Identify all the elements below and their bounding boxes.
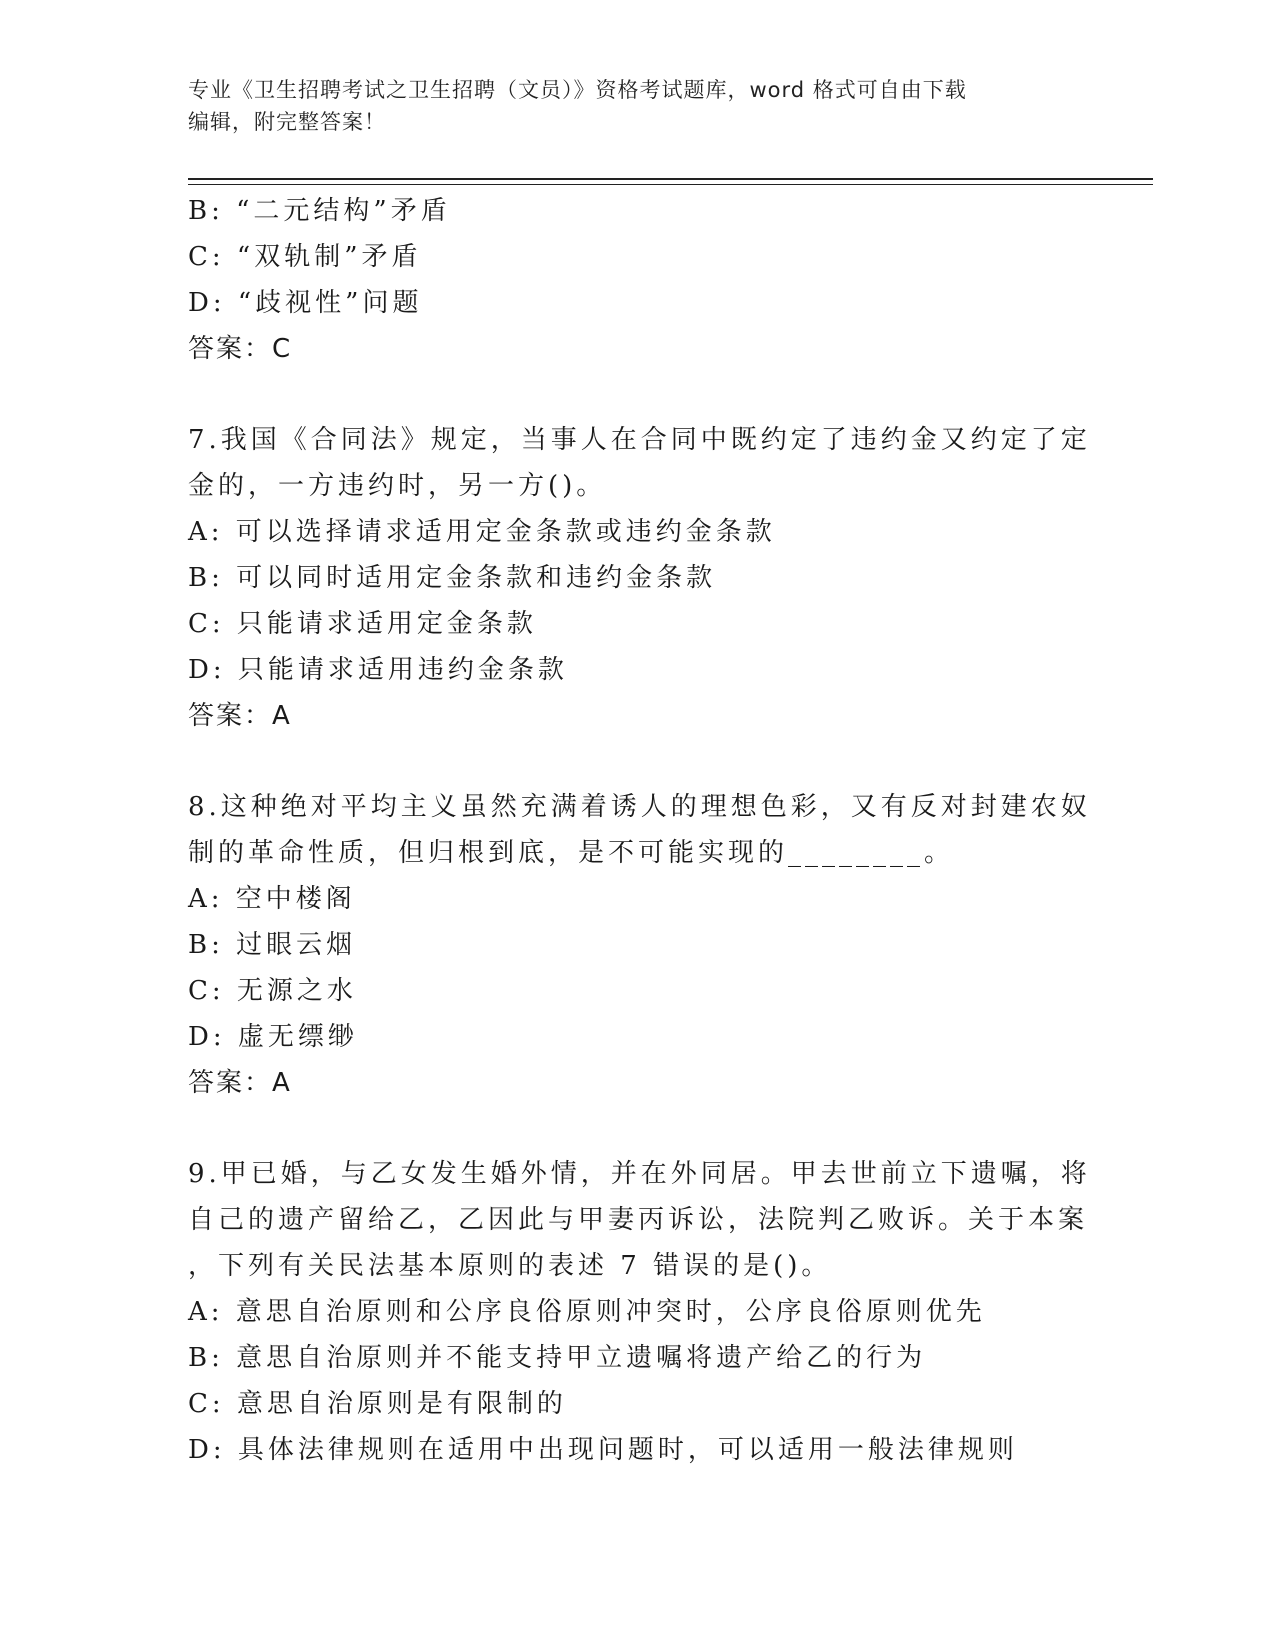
question-8 <box>188 784 1091 1106</box>
q8-option-c: C: 无源之水 <box>188 976 357 1006</box>
q7-option-b: B: 可以同时适用定金条款和违约金条款 <box>188 563 717 593</box>
question-content <box>188 188 1091 1473</box>
q6-option-c: C: “双轨制”矛盾 <box>188 242 422 272</box>
spacer <box>188 739 1088 784</box>
q7-stem-line-1: 7.我国《合同法》规定，当事人在合同中既约定了违约金又约定了定 <box>188 425 1091 455</box>
header-divider-thin <box>188 184 1153 185</box>
q7-stem-line-2: 金的，一方违约时，另一方()。 <box>188 471 607 501</box>
q9-stem-line-1: 9.甲已婚，与乙女发生婚外情，并在外同居。甲去世前立下遗嘱，将 <box>188 1159 1091 1189</box>
q8-option-a: A: 空中楼阁 <box>188 884 356 914</box>
q7-option-c: C: 只能请求适用定金条款 <box>188 609 537 639</box>
q6-option-d: D: “歧视性”问题 <box>188 288 423 318</box>
q7-option-d: D: 只能请求适用违约金条款 <box>188 655 568 685</box>
q9-option-d: D: 具体法律规则在适用中出现问题时，可以适用一般法律规则 <box>188 1435 1018 1465</box>
q7-option-a: A: 可以选择请求适用定金条款或违约金条款 <box>188 517 776 547</box>
question-9 <box>188 1151 1091 1473</box>
header-line-2: 编辑，附完整答案！ <box>188 110 386 134</box>
q8-stem-line-2: 制的革命性质，但归根到底，是不可能实现的________。 <box>188 838 955 868</box>
q7-answer: 答案：A <box>188 701 292 731</box>
q9-option-b: B: 意思自治原则并不能支持甲立遗嘱将遗产给乙的行为 <box>188 1343 927 1373</box>
header-divider-thick <box>188 178 1153 180</box>
spacer <box>188 372 1088 417</box>
question-6 <box>188 188 1088 372</box>
spacer <box>188 1106 1088 1151</box>
q9-option-c: C: 意思自治原则是有限制的 <box>188 1389 567 1419</box>
document-header <box>188 74 1088 138</box>
q9-stem-line-3: ，下列有关民法基本原则的表述 7 错误的是()。 <box>188 1251 832 1281</box>
header-line-1: 专业《卫生招聘考试之卫生招聘（文员）》资格考试题库，word 格式可自由下载 <box>188 78 967 102</box>
q6-option-b: B: “二元结构”矛盾 <box>188 196 451 226</box>
q8-option-d: D: 虚无缥缈 <box>188 1022 358 1052</box>
question-7 <box>188 417 1091 739</box>
q8-option-b: B: 过眼云烟 <box>188 930 357 960</box>
q6-answer: 答案：C <box>188 334 293 364</box>
q8-answer: 答案：A <box>188 1068 292 1098</box>
q8-stem-line-1: 8.这种绝对平均主义虽然充满着诱人的理想色彩，又有反对封建农奴 <box>188 792 1091 822</box>
q9-option-a: A: 意思自治原则和公序良俗原则冲突时，公序良俗原则优先 <box>188 1297 986 1327</box>
q9-stem-line-2: 自己的遗产留给乙，乙因此与甲妻丙诉讼，法院判乙败诉。关于本案 <box>188 1205 1089 1235</box>
